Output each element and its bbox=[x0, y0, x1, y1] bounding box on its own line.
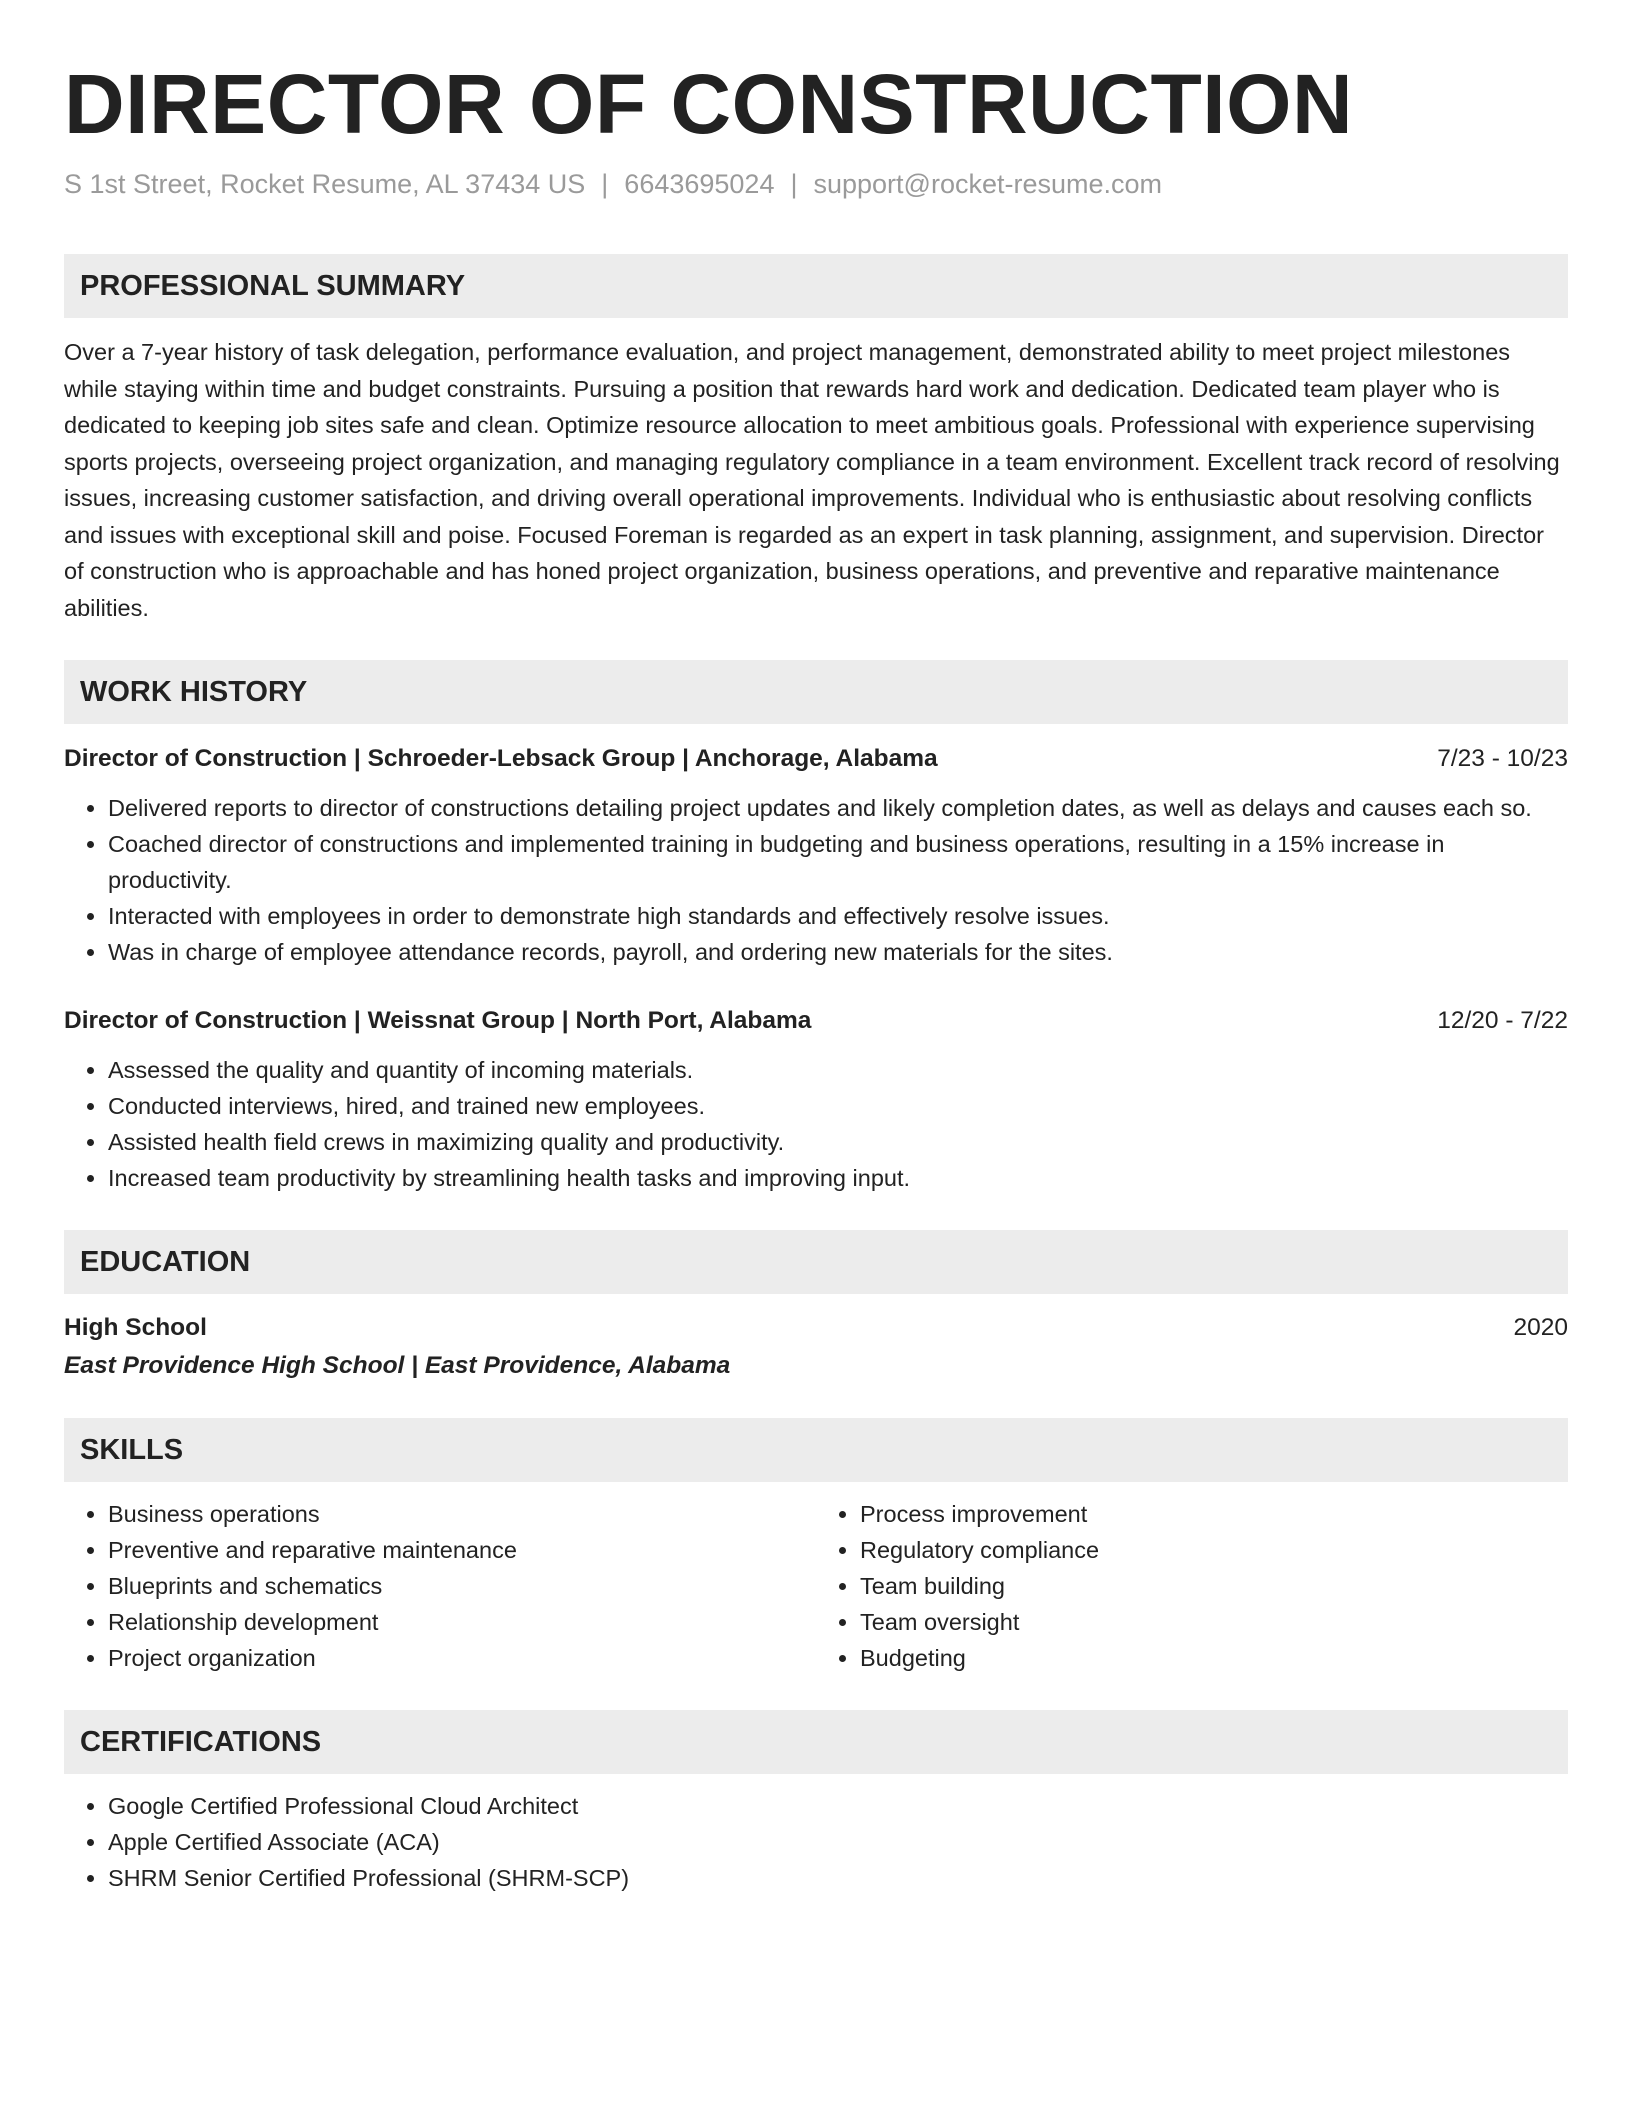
skill-item: • Blueprints and schematics bbox=[108, 1568, 816, 1604]
job-bullet: • Increased team productivity by streamlining health tasks and improving input. bbox=[108, 1160, 1568, 1196]
job-bullet: • Coached director of constructions and implemented training in budgeting and business operations, resulting in a 15% increase in productivity. bbox=[108, 826, 1568, 898]
contact-phone: 6643695024 bbox=[624, 169, 775, 199]
section-header-skills: SKILLS bbox=[64, 1418, 1568, 1482]
job-entry bbox=[64, 742, 1568, 970]
job-bullet-list bbox=[64, 1052, 1568, 1196]
skills-grid bbox=[64, 1496, 1568, 1676]
certification-item: • Google Certified Professional Cloud Architect bbox=[108, 1788, 1568, 1824]
job-bullet: • Delivered reports to director of constructions detailing project updates and likely completion dates, as well as delays and causes each so. bbox=[108, 790, 1568, 826]
skill-item: • Preventive and reparative maintenance bbox=[108, 1532, 816, 1568]
job-header bbox=[64, 742, 1568, 776]
resume-name: DIRECTOR OF CONSTRUCTION bbox=[64, 57, 1354, 151]
section-header-summary: PROFESSIONAL SUMMARY bbox=[64, 254, 1568, 318]
job-heading: Director of Construction | Schroeder-Lebsack Group | Anchorage, Alabama bbox=[64, 745, 938, 772]
skill-item: • Team building bbox=[860, 1568, 1568, 1604]
certification-item: • Apple Certified Associate (ACA) bbox=[108, 1824, 1568, 1860]
certification-item: • SHRM Senior Certified Professional (SHRM-SCP) bbox=[108, 1860, 1568, 1896]
section-header-work-history: WORK HISTORY bbox=[64, 660, 1568, 724]
job-header bbox=[64, 1004, 1568, 1038]
job-bullet-list bbox=[64, 790, 1568, 970]
job-dates: 12/20 - 7/22 bbox=[1437, 1007, 1568, 1034]
certification-list bbox=[64, 1788, 1568, 1896]
skill-item: • Process improvement bbox=[860, 1496, 1568, 1532]
job-bullet: • Interacted with employees in order to demonstrate high standards and effectively resolve issues. bbox=[108, 898, 1568, 934]
education-header bbox=[64, 1310, 1568, 1346]
education-school: East Providence High School | East Providence, Alabama bbox=[64, 1352, 731, 1379]
job-heading: Director of Construction | Weissnat Group | North Port, Alabama bbox=[64, 1007, 812, 1034]
skill-item: • Project organization bbox=[108, 1640, 816, 1676]
section-header-education: EDUCATION bbox=[64, 1230, 1568, 1294]
job-dates: 7/23 - 10/23 bbox=[1437, 745, 1568, 772]
summary-text: Over a 7-year history of task delegation, performance evaluation, and project management, demonstrated ability to meet project milestones while staying within time and budget constraints. Pursuing a position that rewards hard work and dedication. Dedicated team player who is dedicated to keeping job sites safe and clean. Optimize resource allocation to meet ambitious goals. Professional with experience supervising sports projects, overseeing project organization, and managing regulatory compliance in a team environment. Excellent track record of resolving issues, increasing customer satisfaction, and driving overall operational improvements. Individual who is enthusiastic about resolving conflicts and issues with exceptional skill and poise. Focused Foreman is regarded as an expert in task planning, assignment, and supervision. Director of construction who is approachable and has honed project organization, business operations, and preventive and reparative maintenance abilities. bbox=[64, 339, 1560, 621]
section-header-certifications: CERTIFICATIONS bbox=[64, 1710, 1568, 1774]
contact-separator: | bbox=[601, 169, 609, 199]
contact-address: S 1st Street, Rocket Resume, AL 37434 US bbox=[64, 169, 586, 199]
job-bullet: • Assessed the quality and quantity of incoming materials. bbox=[108, 1052, 1568, 1088]
job-entry bbox=[64, 1004, 1568, 1196]
skill-item: • Regulatory compliance bbox=[860, 1532, 1568, 1568]
skill-item: • Business operations bbox=[108, 1496, 816, 1532]
contact-line bbox=[64, 166, 1568, 202]
contact-email: support@rocket-resume.com bbox=[813, 169, 1163, 199]
job-bullet: • Conducted interviews, hired, and trained new employees. bbox=[108, 1088, 1568, 1124]
skills-column-left bbox=[64, 1496, 816, 1676]
skills-column-right bbox=[816, 1496, 1568, 1676]
skill-item: • Team oversight bbox=[860, 1604, 1568, 1640]
job-bullet: • Assisted health field crews in maximizing quality and productivity. bbox=[108, 1124, 1568, 1160]
job-bullet: • Was in charge of employee attendance records, payroll, and ordering new materials for the sites. bbox=[108, 934, 1568, 970]
skill-item: • Budgeting bbox=[860, 1640, 1568, 1676]
education-year: 2020 bbox=[1513, 1314, 1568, 1341]
skill-item: • Relationship development bbox=[108, 1604, 816, 1640]
contact-separator: | bbox=[790, 169, 798, 199]
education-degree: High School bbox=[64, 1314, 207, 1341]
